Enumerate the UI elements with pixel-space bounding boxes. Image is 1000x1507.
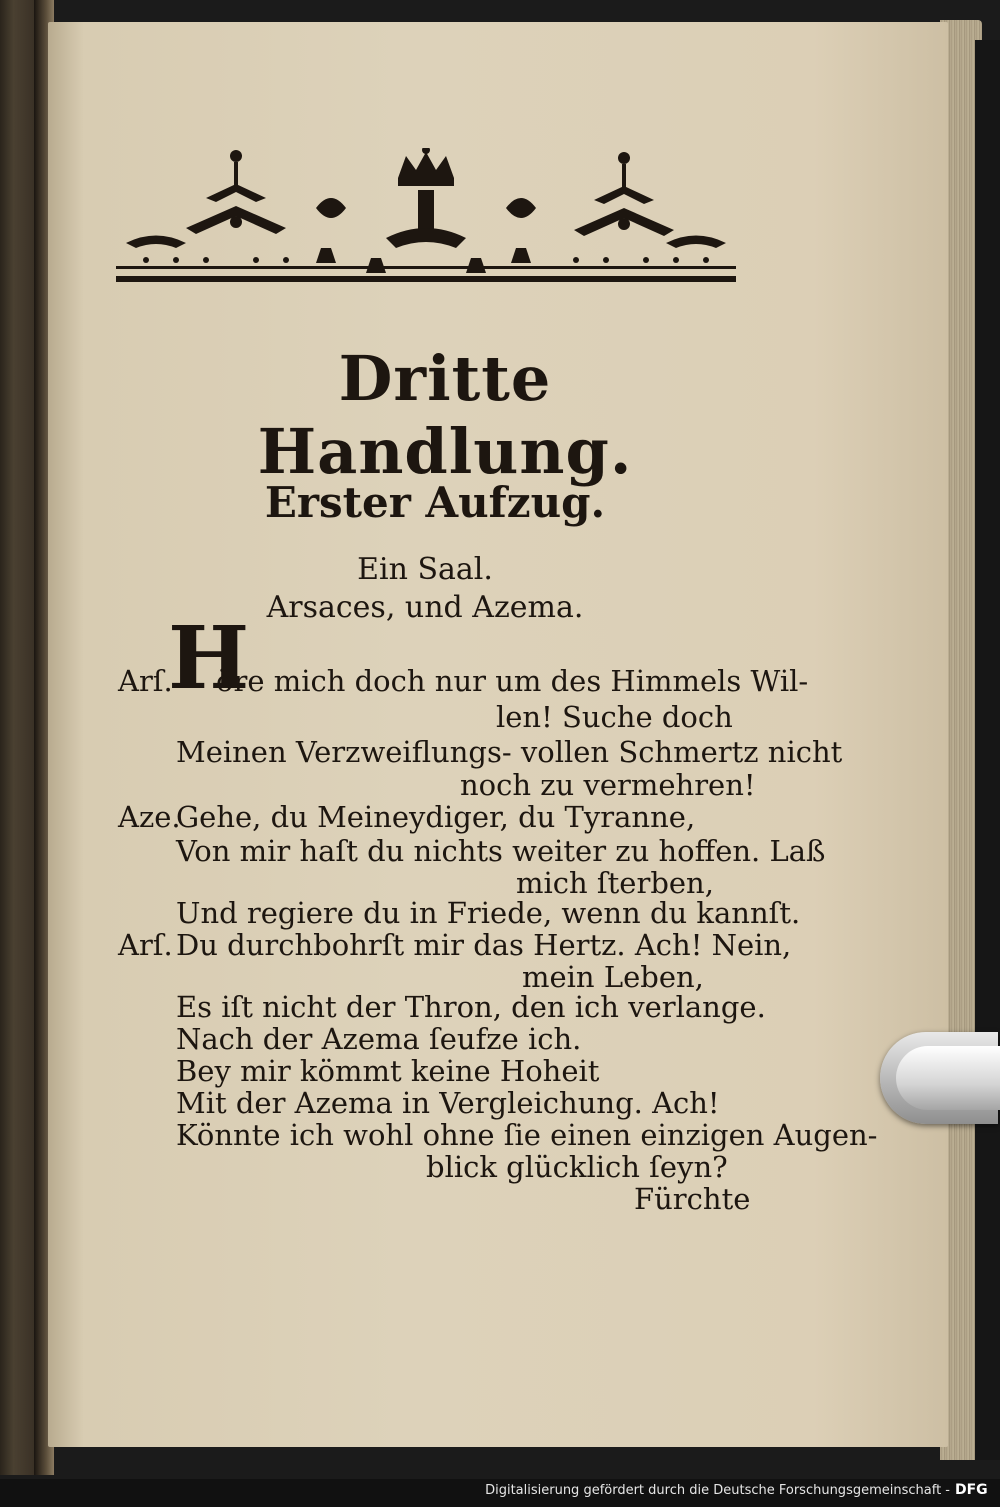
setting-description: Ein Saal. (357, 552, 493, 587)
scene-heading: Erster Aufzug. (264, 478, 606, 527)
verse-line: len! Suche doch (496, 700, 733, 734)
verse-line: Es iſt nicht der Thron, den ich verlange. (176, 990, 766, 1024)
characters-list: Arsaces, und Azema. (266, 590, 584, 625)
verse-line: noch zu vermehren! (460, 768, 756, 802)
speaker-label: Arſ. (118, 664, 173, 698)
speaker-label: Arſ. (118, 928, 173, 962)
verse-line: Von mir haſt du nichts weiter zu hoffen. Laß (176, 834, 826, 868)
page-clip-highlight (896, 1046, 1000, 1110)
verse-line: Du durchbohrſt mir das Hertz. Ach! Nein, (176, 928, 792, 962)
speaker-label: Aze. (118, 800, 181, 834)
verse-line: Gehe, du Meineydiger, du Tyranne, (176, 800, 696, 834)
verse-line: Mit der Azema in Vergleichung. Ach! (176, 1086, 720, 1120)
verse-line: öre mich doch nur um des Himmels Wil- (216, 664, 809, 698)
verse-line: Könnte ich wohl ohne ſie einen einzigen Augen- (176, 1118, 878, 1152)
act-title: Dritte Handlung. (257, 342, 633, 488)
verse-line: Meinen Verzweiflungs- vollen Schmertz nicht (176, 735, 843, 769)
verse-line: mich ſterben, (516, 866, 714, 900)
crown-ornament-headpiece (116, 148, 736, 298)
verse-line: Nach der Azema ſeufze ich. (176, 1022, 582, 1056)
facing-page-edge (0, 0, 34, 1475)
dfg-logo: DFG (955, 1482, 988, 1498)
page-edge-shadow (975, 40, 1000, 1460)
verse-line: Bey mir kömmt keine Hoheit (176, 1054, 600, 1088)
verse-line: mein Leben, (522, 960, 704, 994)
verse-line: blick glücklich ſeyn? (426, 1150, 728, 1184)
catchword: Fürchte (634, 1182, 751, 1216)
drop-capital: H (168, 608, 250, 709)
funding-credit: Digitalisierung gefördert durch die Deutsche Forschungsgemeinschaft - (485, 1483, 950, 1498)
verse-line: Und regiere du in Friede, wenn du kannſt. (176, 896, 801, 930)
